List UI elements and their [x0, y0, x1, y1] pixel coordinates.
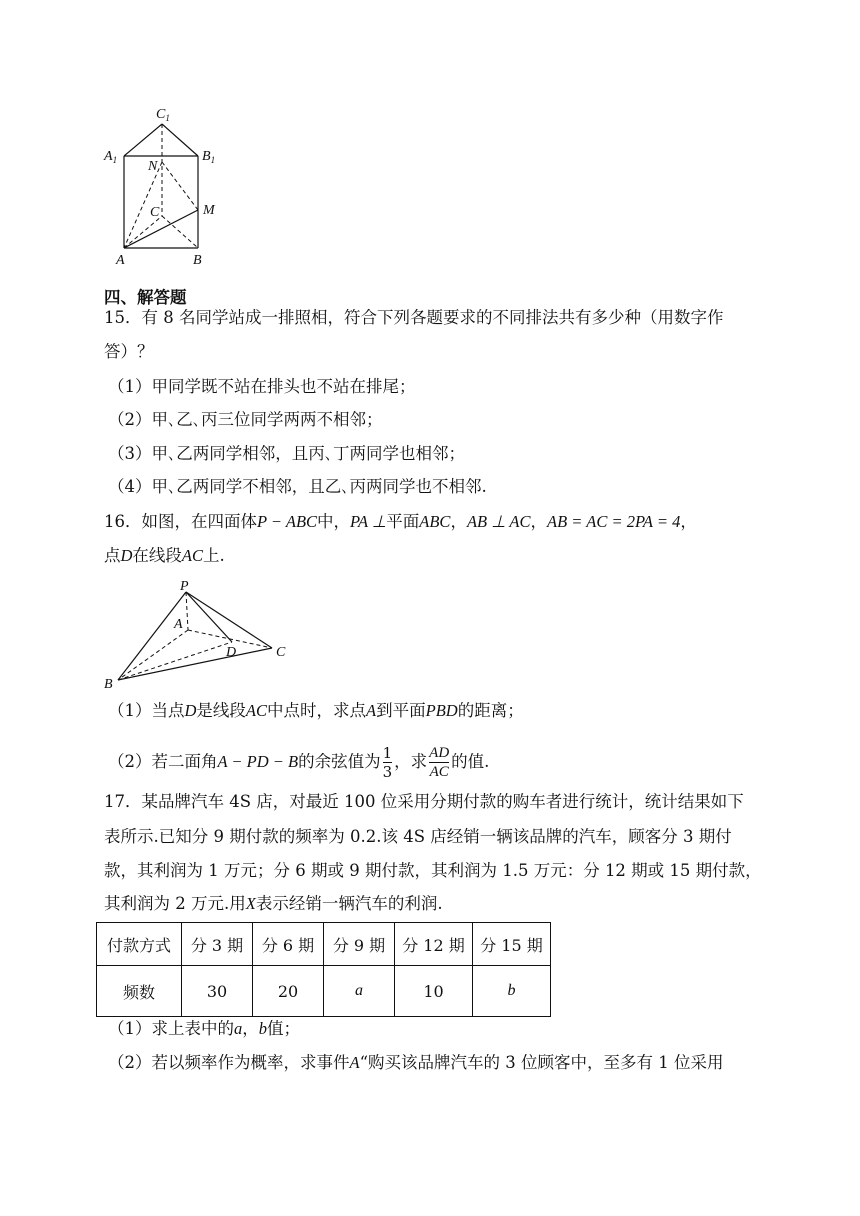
table-header-row: [97, 923, 551, 966]
label-n: N: [148, 159, 158, 174]
q16-stem-line1: 16．如图，在四面体P − ABC中，PA ⊥平面ABC，AB ⊥ AC，AB = AC = 2PA = 4，: [104, 512, 697, 531]
table-header-cell: 分 15 期: [473, 923, 551, 966]
segment-n-m: [162, 162, 198, 210]
label-b: B: [193, 253, 202, 268]
label-c: C: [150, 205, 160, 220]
label-d: D: [226, 645, 237, 660]
edge-p-b: [118, 592, 186, 680]
edge-a1-c1: [124, 124, 162, 156]
label-c1: $C_1$: [156, 107, 170, 123]
segment-a-m: [124, 210, 198, 248]
fraction-one-third: $\frac{1}{3}$: [382, 744, 393, 781]
label-m: M: [203, 203, 215, 218]
section-title: 四、解答题: [104, 288, 187, 307]
label-b: B: [104, 677, 113, 692]
table-cell: 30: [182, 966, 253, 1017]
q17-stem-line4: 其利润为 2 万元.用X表示经销一辆汽车的利润.: [104, 894, 443, 913]
table-header-cell: 分 3 期: [182, 923, 253, 966]
q15-stem-line2: 答）？: [104, 342, 154, 361]
edge-p-a: [186, 592, 188, 630]
label-b1: $B_1$: [202, 149, 216, 165]
table-header-cell: 分 12 期: [395, 923, 473, 966]
q15-part1: （1）甲同学既不站在排头也不站在排尾；: [108, 377, 416, 396]
prism-figure: [100, 100, 240, 272]
q15-stem-line1: 15．有 8 名同学站成一排照相，符合下列各题要求的不同排法共有多少种（用数字作: [104, 308, 724, 327]
q17-part2: （2）若以频率作为概率，求事件A“购买该品牌汽车的 3 位顾客中，至多有 1 位采用: [108, 1053, 724, 1072]
label-a: A: [174, 617, 183, 632]
q15-part4: （4）甲､乙两同学不相邻，且乙､丙两同学也不相邻.: [108, 477, 487, 496]
label-p: P: [180, 579, 189, 594]
table-cell: 20: [253, 966, 324, 1017]
tetrahedron-figure: [100, 578, 300, 693]
q16-part2: （2）若二面角A − PD − B的余弦值为 $\frac{1}{3}$ ，求 $\frac{AD}{AC}$ 的值.: [108, 744, 490, 781]
table-cell: b: [473, 966, 551, 1017]
q17-stem-line3: 款，其利润为 1 万元；分 6 期或 9 期付款，其利润为 1.5 万元：分 12 期或 15 期付款，: [104, 861, 762, 880]
table-header-cell: 付款方式: [97, 923, 182, 966]
label-a1: $A_1$: [104, 149, 118, 165]
q17-part1: （1）求上表中的a，b值；: [108, 1019, 300, 1038]
table-header-cell: 分 6 期: [253, 923, 324, 966]
q17-stem-line2: 表所示.已知分 9 期付款的频率为 0.2.该 4S 店经销一辆该品牌的汽车，顾客分 3 期付: [104, 827, 732, 846]
table-cell: a: [324, 966, 395, 1017]
q15-part3: （3）甲､乙两同学相邻，且丙､丁两同学也相邻；: [108, 444, 465, 463]
edge-b-d: [118, 642, 232, 680]
q16-part1: （1）当点D是线段AC中点时，求点A到平面PBD的距离；: [108, 701, 524, 720]
q15-part2: （2）甲､乙､丙三位同学两两不相邻；: [108, 410, 383, 429]
edge-c1-b1: [162, 124, 198, 156]
table-cell: 10: [395, 966, 473, 1017]
label-a: A: [116, 253, 125, 268]
edge-c-b: [162, 216, 198, 248]
table-row: [97, 966, 551, 1017]
fraction-ad-ac: $\frac{AD}{AC}$: [429, 745, 450, 780]
label-c: C: [276, 645, 286, 660]
payment-table: [96, 922, 551, 1017]
table-cell: 频数: [97, 966, 182, 1017]
q17-stem-line1: 17．某品牌汽车 4S 店，对最近 100 位采用分期付款的购车者进行统计，统计结果如下: [104, 792, 744, 811]
table-header-cell: 分 9 期: [324, 923, 395, 966]
q16-stem-line2: 点D在线段AC上.: [104, 546, 225, 565]
